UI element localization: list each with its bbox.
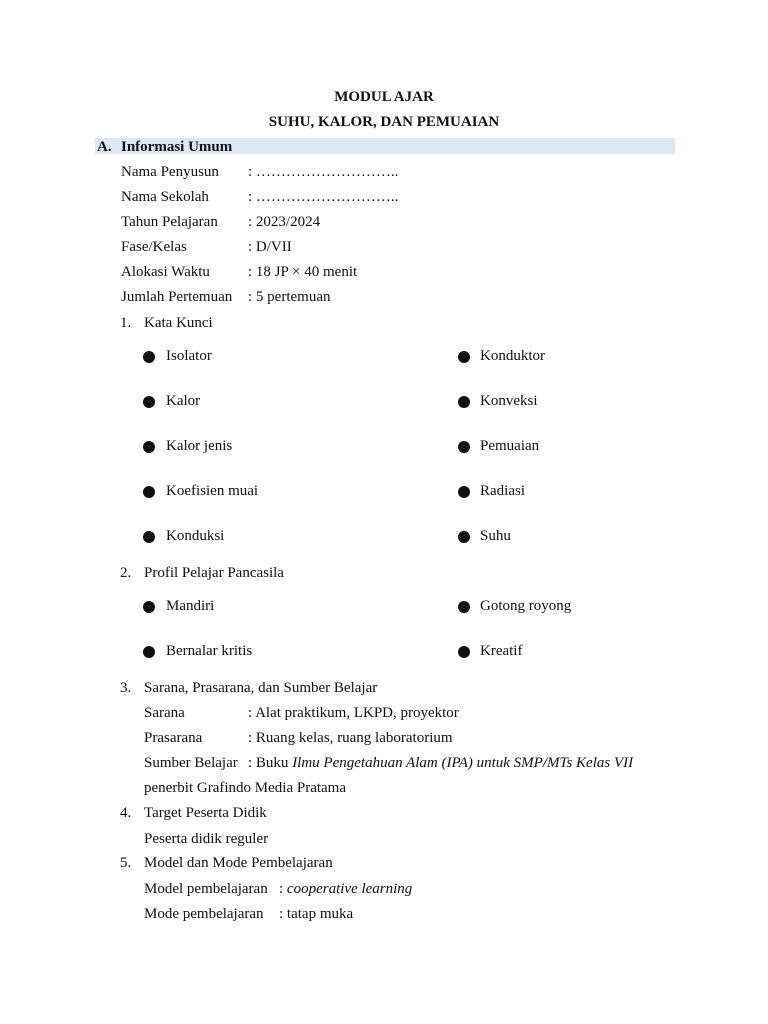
info-value-tahun: : 2023/2024 [248,214,321,230]
keyword-right: Suhu [480,528,511,544]
item4-text: Peserta didik reguler [144,831,269,847]
bullet-dot [143,396,155,408]
bullet-dot [458,396,470,408]
item1-number: 1. [120,315,132,331]
sumber-book-title: Ilmu Pengetahuan Alam (IPA) untuk SMP/MTs Kelas VII [292,755,634,771]
item3-heading: Sarana, Prasarana, dan Sumber Belajar [144,680,378,696]
profile-right: Kreatif [480,643,523,659]
keyword-right: Radiasi [480,483,525,499]
info-label-alokasi: Alokasi Waktu [121,264,210,280]
model-separator: : [279,881,284,897]
section-a-marker: A. [97,139,112,155]
sarana-label: Sarana [144,705,185,721]
info-value-penyusun: : ……………………….. [248,164,399,180]
bullet-dot [143,351,155,363]
info-label-pertemuan: Jumlah Pertemuan [121,289,233,305]
bullet-dot [458,531,470,543]
keyword-left: Kalor [166,393,201,409]
info-label-penyusun: Nama Penyusun [121,164,219,180]
info-value-fase: : D/VII [248,239,292,255]
keyword-left: Isolator [166,348,212,364]
item3-number: 3. [120,680,132,696]
sumber-continuation: penerbit Grafindo Media Pratama [144,780,347,796]
prasarana-value: : Ruang kelas, ruang laboratorium [248,730,453,746]
keyword-left: Koefisien muai [166,483,259,499]
mode-label: Mode pembelajaran [144,906,264,922]
info-value-sekolah: : ……………………….. [248,189,399,205]
bullet-dot [458,486,470,498]
model-text: cooperative learning [286,881,413,897]
info-label-fase: Fase/Kelas [121,239,187,255]
mode-separator: : [279,906,284,922]
profile-left: Bernalar kritis [166,643,253,659]
item4-number: 4. [120,805,132,821]
item5-number: 5. [120,855,132,871]
info-value-pertemuan: : 5 pertemuan [248,289,331,305]
model-label: Model pembelajaran [144,881,268,897]
bullet-dot [458,441,470,453]
info-label-sekolah: Nama Sekolah [121,189,209,205]
keyword-right: Konduktor [480,348,545,364]
item4-heading: Target Peserta Didik [144,805,267,821]
sumber-prefix: : Buku [248,755,293,771]
bullet-dot [143,441,155,453]
item2-heading: Profil Pelajar Pancasila [144,565,284,581]
profile-right: Gotong royong [480,598,572,614]
bullet-dot [143,531,155,543]
item1-heading: Kata Kunci [144,315,213,331]
mode-text: tatap muka [286,906,354,922]
keyword-left: Konduksi [166,528,225,544]
keyword-left: Kalor jenis [166,438,233,454]
info-label-tahun: Tahun Pelajaran [121,214,218,230]
bullet-dot [458,601,470,613]
bullet-dot [458,646,470,658]
mode-value [279,905,353,923]
bullet-dot [458,351,470,363]
bullet-dot [143,601,155,613]
document-subtitle: SUHU, KALOR, DAN PEMUAIAN [268,114,500,130]
sarana-value: : Alat praktikum, LKPD, proyektor [248,705,459,721]
document-title: MODUL AJAR [334,89,434,105]
section-a-heading: Informasi Umum [121,139,233,155]
prasarana-label: Prasarana [144,730,203,746]
sumber-label: Sumber Belajar [144,755,238,771]
keyword-right: Konveksi [480,393,538,409]
profile-left: Mandiri [166,598,215,614]
info-value-alokasi: : 18 JP × 40 menit [248,264,358,280]
keyword-right: Pemuaian [480,438,540,454]
bullet-dot [143,646,155,658]
item5-heading: Model dan Mode Pembelajaran [144,855,333,871]
bullet-dot [143,486,155,498]
model-value [279,880,412,898]
sumber-value [248,754,633,772]
item2-number: 2. [120,565,132,581]
